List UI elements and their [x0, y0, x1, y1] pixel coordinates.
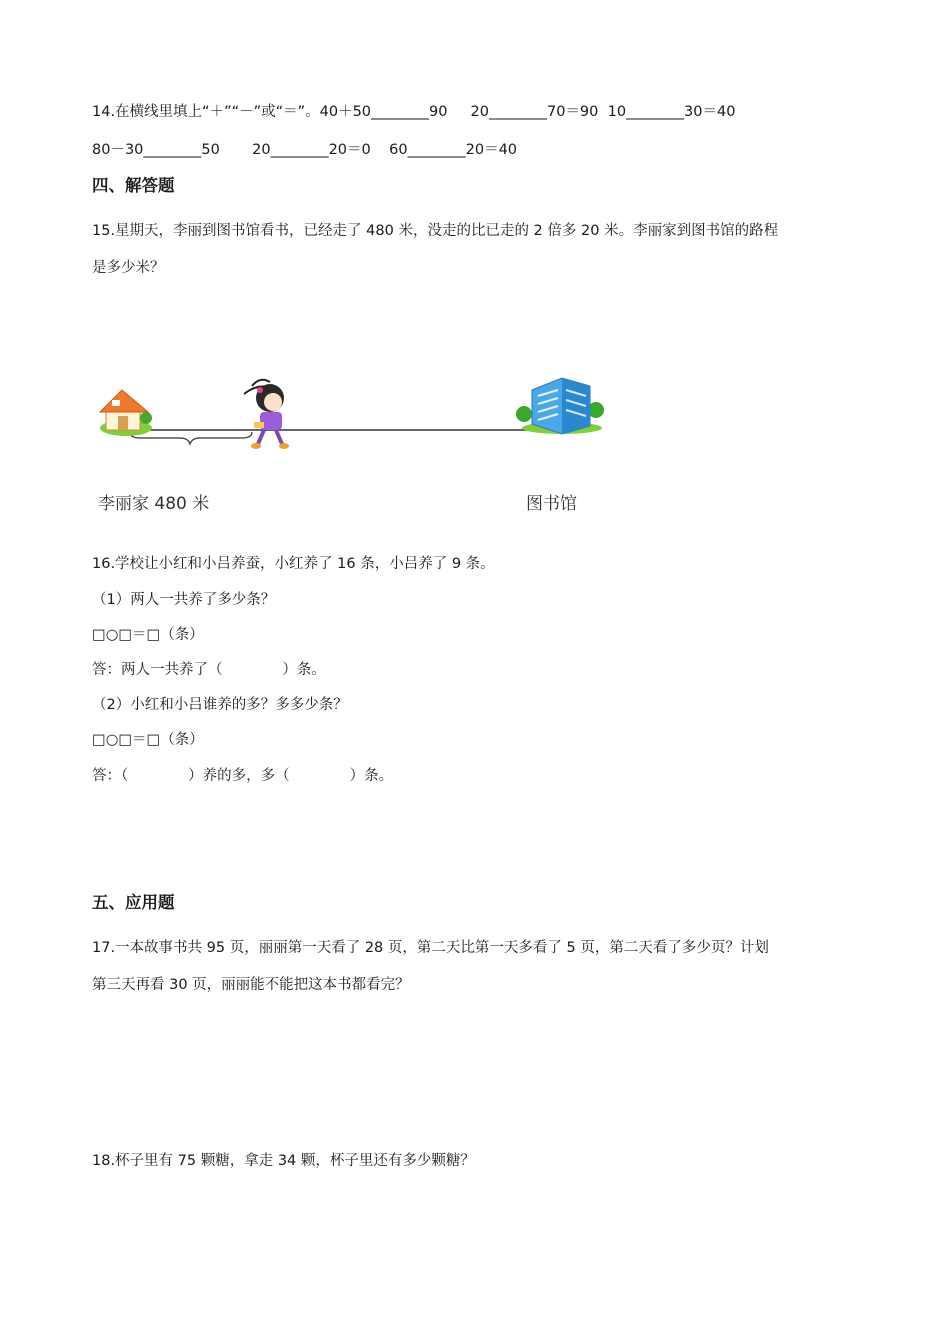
question-15-line-2: 是多少米？	[92, 260, 165, 276]
home-distance-label: 李丽家 480 米	[98, 494, 210, 514]
question-16-answer-1: 答：两人一共养了（ ）条。	[92, 662, 326, 678]
library-label: 图书馆	[526, 494, 577, 514]
question-14-line-1: 14.在横线里填上“＋”“－”或“＝”。40＋50________90 20________70＝90 10________30＝40	[92, 104, 736, 120]
question-17-line-2: 第三天再看 30 页，丽丽能不能把这本书都看完？	[92, 977, 410, 993]
section-4-heading: 四、解答题	[92, 176, 175, 195]
question-16-formula-1: □○□＝□（条）	[92, 627, 204, 643]
question-16-part-2: （2）小红和小吕谁养的多？多多少条？	[92, 697, 348, 713]
question-16-part-1: （1）两人一共养了多少条？	[92, 592, 276, 608]
girl-icon	[244, 380, 289, 449]
route-diagram-graphic	[92, 372, 622, 482]
question-16-stem: 16.学校让小红和小吕养蚕，小红养了 16 条，小吕养了 9 条。	[92, 556, 495, 572]
route-diagram	[92, 372, 622, 522]
question-14-line-2: 80－30________50 20________20＝0 60________20＝40	[92, 142, 518, 158]
house-icon	[100, 390, 152, 436]
question-17-line-1: 17.一本故事书共 95 页，丽丽第一天看了 28 页，第二天比第一天多看了 5 页，第二天看了多少页？计划	[92, 940, 769, 956]
question-18-line-1: 18.杯子里有 75 颗糖，拿走 34 颗，杯子里还有多少颗糖？	[92, 1153, 475, 1169]
question-16-formula-2: □○□＝□（条）	[92, 732, 204, 748]
library-building-icon	[516, 378, 604, 434]
brace-480	[130, 432, 252, 444]
question-16-answer-2: 答：（ ）养的多，多（ ）条。	[92, 768, 394, 784]
question-15-line-1: 15.星期天，李丽到图书馆看书，已经走了 480 米，没走的比已走的 2 倍多 20 米。李丽家到图书馆的路程	[92, 223, 779, 239]
section-5-heading: 五、应用题	[92, 893, 175, 912]
